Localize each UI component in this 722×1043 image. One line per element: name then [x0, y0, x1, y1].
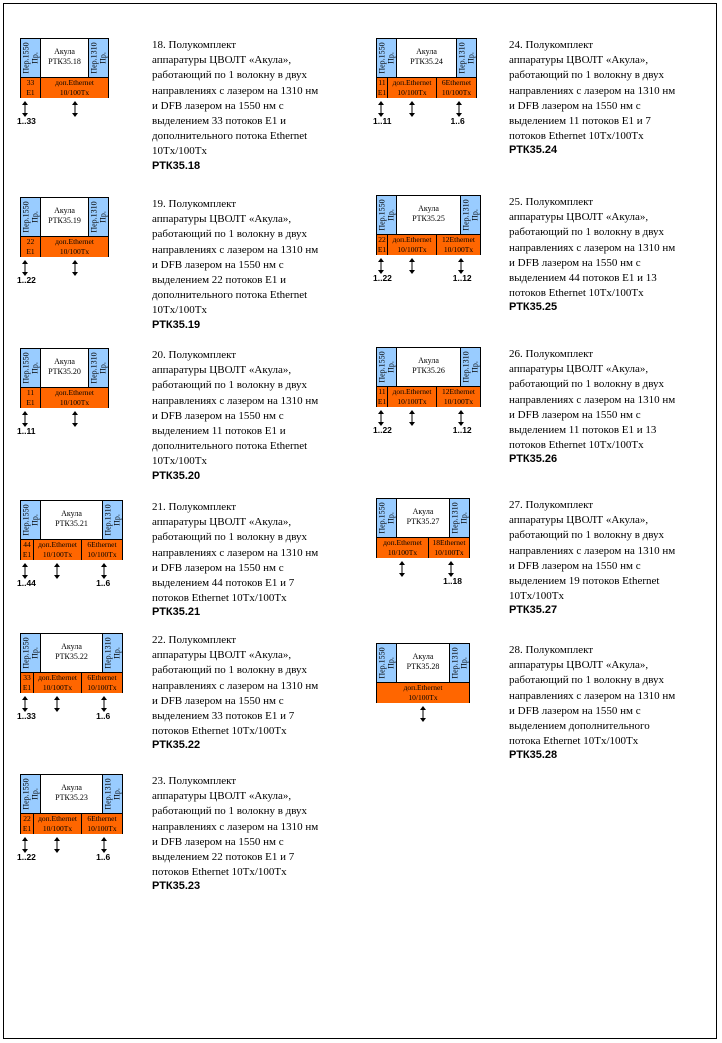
device-name: Акула: [61, 783, 82, 792]
port-1310-label: [88, 349, 108, 387]
device-title: [41, 501, 102, 539]
interface-cell: доп.Ethernet 10/100Tx: [388, 235, 437, 255]
connection-arrow-icon: [71, 101, 79, 117]
port-1550-label: [377, 39, 397, 77]
port-range-label: 1..33: [17, 116, 36, 126]
interface-cell: доп.Ethernet 10/100Tx: [55, 388, 94, 407]
device-title: [41, 775, 102, 813]
device-code: РТК35.26: [509, 453, 558, 466]
tx-rx-1310-text: Пер.1310 Пр.: [461, 199, 479, 231]
interface-cell: 6Ethernet 10/100Tx: [441, 78, 472, 97]
device-title: [41, 349, 88, 387]
port-range-label: 1..12: [452, 273, 472, 283]
device-description: 20. Полукомплект аппаратуры ЦВОЛТ «Акула», работающий по 1 волокну в двух направлениях с лазером на 1310 нм и DFB лазером на 1550 нм с выделением 11 потоков E1 и дополнительного потока Ethernet 10Tx/100Tx: [152, 349, 319, 468]
interface-cell: 11 E1: [21, 388, 41, 408]
port-range-label: 1..44: [17, 578, 36, 588]
port-1310-label: [88, 198, 108, 236]
device-name: Акула: [412, 652, 434, 661]
connection-arrow-icon: [408, 101, 416, 117]
interface-cell: доп.Ethernet 10/100Tx: [388, 387, 437, 407]
port-1310-label: [102, 775, 122, 813]
connection-arrow-icon: [100, 837, 108, 853]
device-name: Акула: [418, 204, 439, 213]
connection-arrow-icon: [377, 258, 385, 274]
device-diagram: [376, 498, 470, 558]
interface-row: [21, 77, 108, 98]
connection-arrow-icon: [447, 561, 455, 577]
device-model: РТК35.19: [48, 216, 81, 225]
port-1550-label: [377, 499, 397, 537]
port-range-label: 1..11: [17, 426, 36, 436]
device-diagram: [20, 500, 123, 560]
device-description: 26. Полукомплект аппаратуры ЦВОЛТ «Акула», работающий по 1 волокну в двух направлениях с лазером на 1310 нм и DFB лазером на 1550 нм с выделением 11 потоков E1 и 13 потоков Ethernet 10Tx/100Tx: [509, 348, 676, 452]
document-page: [3, 3, 717, 1039]
device-description: 25. Полукомплект аппаратуры ЦВОЛТ «Акула», работающий по 1 волокну в двух направлениях с лазером на 1310 нм и DFB лазером на 1550 нм с выделением 44 потоков E1 и 13 потоков Ethernet 10Tx/100Tx: [509, 196, 676, 300]
device-name: Акула: [54, 206, 75, 215]
tx-rx-1550-text: Пер.1550 Пр.: [21, 201, 39, 233]
interface-cell: 18Ethernet 10/100Tx: [432, 538, 466, 557]
device-description: 19. Полукомплект аппаратуры ЦВОЛТ «Акула», работающий по 1 волокну в двух направлениях с лазером на 1310 нм и DFB лазером на 1550 нм с выделением 22 потоков E1 и дополнительного потока Ethernet 10Tx/100Tx: [152, 198, 319, 317]
port-range-label: 1..22: [373, 273, 392, 283]
interface-cell: доп.Ethernet 10/100Tx: [34, 673, 82, 693]
connection-arrow-icon: [408, 258, 416, 274]
connection-arrow-icon: [53, 837, 61, 853]
interface-cell: 22 E1: [21, 814, 34, 834]
connection-arrow-icon: [21, 696, 29, 712]
interface-row: [21, 672, 122, 693]
port-1550-label: [21, 349, 41, 387]
connection-arrow-icon: [455, 101, 463, 117]
device-model: РТК35.22: [55, 652, 88, 661]
device-title: [397, 196, 460, 234]
device-title: [41, 198, 88, 236]
device-description: 21. Полукомплект аппаратуры ЦВОЛТ «Акула», работающий по 1 волокну в двух направлениях с лазером на 1310 нм и DFB лазером на 1550 нм с выделением 44 потоков E1 и 7 потоков Ethernet 10Tx/100Tx: [152, 501, 319, 605]
device-model: РТК35.25: [412, 214, 445, 223]
device-code: РТК35.28: [509, 749, 558, 762]
device-model: РТК35.26: [412, 366, 445, 375]
device-description: 23. Полукомплект аппаратуры ЦВОЛТ «Акула», работающий по 1 волокну в двух направлениях с лазером на 1310 нм и DFB лазером на 1550 нм с выделением 22 потоков E1 и 7 потоков Ethernet 10Tx/100Tx: [152, 775, 319, 879]
port-range-label: 1..12: [452, 425, 472, 435]
interface-cell: 11 E1: [377, 387, 387, 406]
connection-arrow-icon: [100, 696, 108, 712]
port-range-label: 1..22: [17, 275, 36, 285]
tx-rx-1550-text: Пер.1550 Пр.: [21, 778, 39, 810]
port-1550-label: [21, 634, 41, 672]
device-diagram: [376, 347, 481, 407]
interface-cell: 44 E1: [21, 540, 34, 560]
connection-arrow-icon: [419, 706, 427, 722]
tx-rx-1550-text: Пер.1550 Пр.: [377, 647, 395, 679]
device-description: 27. Полукомплект аппаратуры ЦВОЛТ «Акула», работающий по 1 волокну в двух направлениях с лазером на 1310 нм и DFB лазером на 1550 нм с выделением 19 потоков Ethernet 10Tx/100Tx: [509, 499, 676, 603]
device-diagram: [20, 197, 109, 257]
device-model: РТК35.21: [55, 519, 88, 528]
port-1310-label: [460, 196, 480, 234]
interface-row: [21, 387, 108, 408]
tx-rx-1550-text: Пер.1550 Пр.: [377, 351, 395, 383]
interface-row: [377, 234, 480, 255]
port-1310-label: [449, 644, 469, 682]
port-1310-label: [102, 501, 122, 539]
interface-row: [21, 236, 108, 257]
connection-arrow-icon: [398, 561, 406, 577]
interface-cell: 6Ethernet 10/100Tx: [87, 540, 117, 559]
device-code: РТК35.20: [152, 469, 201, 482]
device-code: РТК35.24: [509, 144, 558, 157]
connection-arrow-icon: [53, 696, 61, 712]
device-code: РТК35.25: [509, 301, 558, 314]
tx-rx-1550-text: Пер.1550 Пр.: [21, 42, 39, 74]
connection-arrow-icon: [21, 101, 29, 117]
connection-arrow-icon: [71, 260, 79, 276]
interface-row: [377, 537, 469, 558]
tx-rx-1310-text: Пер.1310 Пр.: [450, 647, 468, 679]
port-range-label: 1..6: [96, 852, 111, 862]
device-title: [397, 39, 456, 77]
tx-rx-1550-text: Пер.1550 Пр.: [377, 42, 395, 74]
tx-rx-1310-text: Пер.1310 Пр.: [103, 778, 121, 810]
device-model: РТК35.28: [406, 662, 440, 671]
device-name: Акула: [416, 47, 437, 56]
device-diagram: [376, 643, 470, 703]
connection-arrow-icon: [21, 260, 29, 276]
port-1550-label: [21, 39, 41, 77]
interface-cell: 6Ethernet 10/100Tx: [87, 673, 117, 692]
device-code: РТК35.23: [152, 880, 201, 893]
port-range-label: 1..18: [443, 576, 462, 586]
device-model: РТК35.23: [55, 793, 88, 802]
connection-arrow-icon: [377, 101, 385, 117]
connection-arrow-icon: [377, 410, 385, 426]
tx-rx-1550-text: Пер.1550 Пр.: [377, 199, 395, 231]
device-diagram: [376, 38, 477, 98]
interface-row: [377, 77, 476, 98]
connection-arrow-icon: [408, 410, 416, 426]
interface-row: [377, 386, 480, 407]
device-title: [41, 39, 88, 77]
device-diagram: [376, 195, 481, 255]
port-1310-label: [102, 634, 122, 672]
tx-rx-1550-text: Пер.1550 Пр.: [21, 637, 39, 669]
device-model: РТК35.18: [48, 57, 81, 66]
device-title: [397, 644, 449, 682]
device-model: РТК35.20: [48, 367, 81, 376]
device-code: РТК35.21: [152, 606, 201, 619]
device-name: Акула: [61, 509, 82, 518]
interface-row: [21, 813, 122, 834]
device-name: Акула: [412, 507, 434, 516]
tx-rx-1310-text: Пер.1310 Пр.: [89, 201, 107, 233]
interface-cell: доп.Ethernet 10/100Tx: [34, 814, 82, 834]
tx-rx-1310-text: Пер.1310 Пр.: [103, 504, 121, 536]
port-1550-label: [21, 775, 41, 813]
connection-arrow-icon: [100, 563, 108, 579]
device-name: Акула: [54, 357, 75, 366]
tx-rx-1310-text: Пер.1310 Пр.: [450, 502, 468, 534]
port-1550-label: [377, 196, 397, 234]
interface-cell: 11 E1: [377, 78, 387, 97]
interface-cell: 12Ethernet 10/100Tx: [442, 235, 475, 254]
tx-rx-1550-text: Пер.1550 Пр.: [21, 504, 39, 536]
device-diagram: [20, 774, 123, 834]
port-1550-label: [377, 348, 397, 386]
device-diagram: [20, 38, 109, 98]
interface-cell: 33 E1: [21, 673, 34, 693]
tx-rx-1310-text: Пер.1310 Пр.: [461, 351, 479, 383]
port-range-label: 1..6: [450, 116, 465, 126]
connection-arrow-icon: [457, 258, 465, 274]
interface-cell: 22 E1: [377, 235, 387, 254]
device-model: РТК35.24: [410, 57, 443, 66]
port-range-label: 1..11: [373, 116, 392, 126]
device-name: Акула: [61, 642, 82, 651]
interface-row: [21, 539, 122, 560]
interface-row: [377, 682, 469, 703]
device-name: Акула: [54, 47, 75, 56]
device-title: [397, 499, 449, 537]
device-title: [41, 634, 102, 672]
port-range-label: 1..6: [96, 578, 111, 588]
port-1550-label: [377, 644, 397, 682]
interface-cell: доп.Ethernet 10/100Tx: [34, 540, 82, 560]
interface-cell: доп.Ethernet 10/100Tx: [55, 237, 94, 256]
port-range-label: 1..22: [17, 852, 36, 862]
port-1310-label: [460, 348, 480, 386]
tx-rx-1550-text: Пер.1550 Пр.: [21, 352, 39, 384]
device-title: [397, 348, 460, 386]
port-1310-label: [88, 39, 108, 77]
interface-cell: доп.Ethernet 10/100Tx: [55, 78, 94, 97]
interface-cell: 6Ethernet 10/100Tx: [87, 814, 117, 833]
device-description: 18. Полукомплект аппаратуры ЦВОЛТ «Акула», работающий по 1 волокну в двух направлениях с лазером на 1310 нм и DFB лазером на 1550 нм с выделением 33 потоков E1 и дополнительного потока Ethernet 10Tx/100Tx: [152, 39, 319, 158]
connection-arrow-icon: [21, 411, 29, 427]
connection-arrow-icon: [21, 563, 29, 579]
device-description: 24. Полукомплект аппаратуры ЦВОЛТ «Акула», работающий по 1 волокну в двух направлениях с лазером на 1310 нм и DFB лазером на 1550 нм с выделением 11 потоков E1 и 7 потоков Ethernet 10Tx/100Tx: [509, 39, 676, 143]
connection-arrow-icon: [457, 410, 465, 426]
device-description: 22. Полукомплект аппаратуры ЦВОЛТ «Акула», работающий по 1 волокну в двух направлениях с лазером на 1310 нм и DFB лазером на 1550 нм с выделением 33 потоков E1 и 7 потоков Ethernet 10Tx/100Tx: [152, 634, 319, 738]
device-diagram: [20, 348, 109, 408]
tx-rx-1310-text: Пер.1310 Пр.: [89, 352, 107, 384]
tx-rx-1310-text: Пер.1310 Пр.: [457, 42, 475, 74]
port-range-label: 1..33: [17, 711, 36, 721]
port-1310-label: [449, 499, 469, 537]
port-range-label: 1..22: [373, 425, 392, 435]
port-1550-label: [21, 501, 41, 539]
tx-rx-1550-text: Пер.1550 Пр.: [377, 502, 395, 534]
tx-rx-1310-text: Пер.1310 Пр.: [89, 42, 107, 74]
device-code: РТК35.19: [152, 318, 201, 331]
device-code: РТК35.22: [152, 739, 201, 752]
device-diagram: [20, 633, 123, 693]
interface-cell: доп.Ethernet 10/100Tx: [403, 683, 443, 702]
device-name: Акула: [418, 356, 439, 365]
device-code: РТК35.27: [509, 604, 558, 617]
connection-arrow-icon: [53, 563, 61, 579]
connection-arrow-icon: [21, 837, 29, 853]
device-model: РТК35.27: [406, 517, 440, 526]
port-1310-label: [456, 39, 476, 77]
tx-rx-1310-text: Пер.1310 Пр.: [103, 637, 121, 669]
connection-arrow-icon: [71, 411, 79, 427]
interface-cell: 12Ethernet 10/100Tx: [442, 387, 475, 406]
interface-cell: 22 E1: [21, 237, 41, 257]
interface-cell: доп.Ethernet 10/100Tx: [388, 78, 437, 98]
device-description: 28. Полукомплект аппаратуры ЦВОЛТ «Акула», работающий по 1 волокну в двух направлениях с лазером на 1310 нм и DFB лазером на 1550 нм с выделением дополнительного потока Ethernet 10Tx/100Tx: [509, 644, 676, 748]
device-code: РТК35.18: [152, 159, 201, 172]
port-1550-label: [21, 198, 41, 236]
port-range-label: 1..6: [96, 711, 111, 721]
interface-cell: 33 E1: [21, 78, 41, 98]
interface-cell: доп.Ethernet 10/100Tx: [377, 538, 429, 558]
